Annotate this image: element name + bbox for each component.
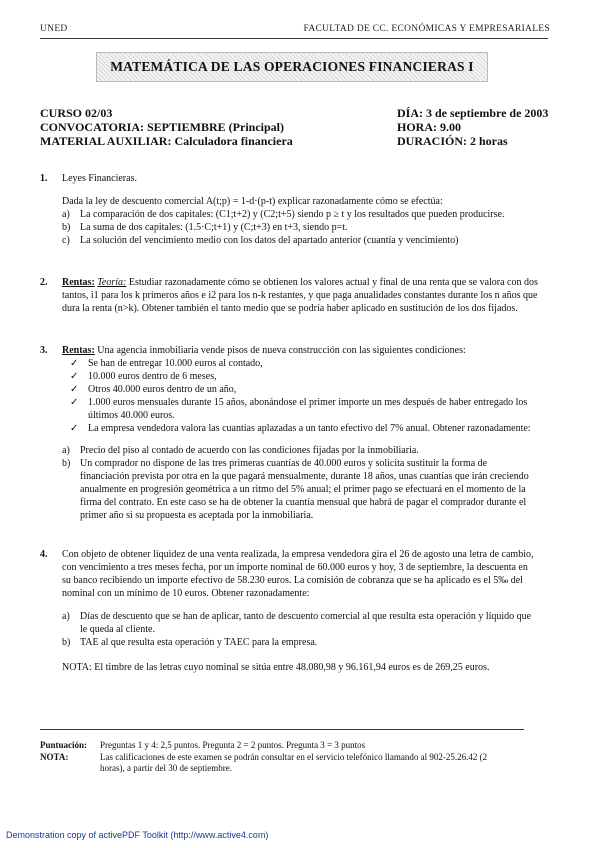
footer-divider xyxy=(40,729,524,730)
page-title: MATEMÁTICA DE LAS OPERACIONES FINANCIERAS I xyxy=(110,59,474,74)
item-text: primer año si su propuesta es aceptada por la inmobiliaria. xyxy=(80,510,314,521)
item-label: b) xyxy=(62,222,71,233)
check-icon: ✓ xyxy=(70,371,79,382)
item-label: a) xyxy=(62,611,70,622)
header-left: UNED xyxy=(40,24,68,34)
question-lead: Rentas: xyxy=(62,277,95,288)
question-lead: Rentas: xyxy=(62,345,95,356)
item-text: Un comprador no dispone de las tres primeras cuantías de 40.000 euros y solicita sustituir la forma de xyxy=(80,458,488,469)
question-text: Con objeto de obtener liquidez de una venta realizada, la empresa vendedora gira el 26 de agosto una letra de cambio, xyxy=(62,549,534,560)
info-call: CONVOCATORIA: SEPTIEMBRE (Principal) xyxy=(40,120,284,134)
question-text: con vencimiento a tres meses fecha, por un importe nominal de 60.000 euros y hoy, 3 de septiembre, la descuenta en xyxy=(62,562,528,573)
question-item xyxy=(62,457,548,522)
item-text: le queda al cliente. xyxy=(80,624,155,635)
info-day: DÍA: 3 de septiembre de 2003 xyxy=(397,106,549,120)
condition-item xyxy=(62,396,548,422)
question-number: 4. xyxy=(40,549,48,560)
question-3 xyxy=(40,344,548,522)
question-title: Leyes Financieras. xyxy=(62,173,137,184)
question-1 xyxy=(40,172,548,247)
item-label: c) xyxy=(62,235,70,246)
question-text: tantos, i1 para los k primeros años e i2 para los n-k restantes, y que paga anualidades constantes durante los n años que xyxy=(62,290,538,301)
question-text: nominal con un mínimo de 10 euros. Obtener razonadamente: xyxy=(62,588,310,599)
item-label: b) xyxy=(62,458,71,469)
footer xyxy=(40,740,560,780)
info-material: MATERIAL AUXILIAR: Calculadora financiera xyxy=(40,134,293,148)
condition-text: La empresa vendedora valora las cuantías aplazadas a un tanto efectivo del 7% anual. Obtener razonadamente: xyxy=(88,423,531,434)
question-number: 2. xyxy=(40,277,48,288)
condition-item xyxy=(62,370,548,383)
info-duration: DURACIÓN: 2 horas xyxy=(397,134,508,148)
demo-watermark: Demonstration copy of activePDF Toolkit (http://www.active4.com) xyxy=(6,830,269,840)
question-intro: Dada la ley de descuento comercial A(t;p) = 1-d·(p-t) explicar razonadamente cómo se efectúa: xyxy=(62,196,443,207)
item-text: Precio del piso al contado de acuerdo con las condiciones fijadas por la inmobiliaria. xyxy=(80,445,419,456)
footer-note-label: NOTA: xyxy=(40,752,69,762)
check-icon: ✓ xyxy=(70,423,79,434)
footer-score-text: Preguntas 1 y 4: 2,5 puntos. Pregunta 2 = 2 puntos. Pregunta 3 = 3 puntos xyxy=(100,740,366,750)
question-text: su banco recibiendo un importe efectivo de 58.230 euros. La comisión de cobranza que se ha aplicado es el 5‰ del xyxy=(62,575,523,586)
condition-text: Otros 40.000 euros dentro de un año, xyxy=(88,384,237,395)
item-text: financiación prevista por otra en la que pagará mensualmente, durante 18 años, unas cuantías que irán creciendo xyxy=(80,471,529,482)
question-item xyxy=(62,234,548,247)
item-label: a) xyxy=(62,209,70,220)
item-label: a) xyxy=(62,445,70,456)
exam-info-left xyxy=(40,106,293,148)
item-text: firma del contrato. En este caso se ha de obtener la cuantía mensual que habrá de pagar el comprador durante el xyxy=(80,497,527,508)
footer-note-line: Las calificaciones de este examen se podrán consultar en el servicio telefónico llamando al 902-25.26.42 (2 xyxy=(100,752,488,762)
check-icon: ✓ xyxy=(70,397,79,408)
item-text: Días de descuento que se han de aplicar, tanto de descuento comercial al que resulta esta operación y líquido que xyxy=(80,611,532,622)
question-lead-theory: Teoría: xyxy=(97,277,127,288)
footer-score-label: Puntuación: xyxy=(40,740,88,750)
exam-info-right xyxy=(397,106,548,148)
condition-item xyxy=(62,383,548,396)
check-icon: ✓ xyxy=(70,358,79,369)
condition-text: Se han de entregar 10.000 euros al contado, xyxy=(88,358,263,369)
condition-text: 10.000 euros dentro de 6 meses, xyxy=(88,371,217,382)
condition-text: 1.000 euros mensuales durante 15 años, abonándose el primer importe un mes después de haber entregado los xyxy=(88,397,528,408)
item-text: anualmente en progresión geométrica a un ritmo del 5% anual; el primer pago se efectuará en el momento de la xyxy=(80,484,526,495)
header-right: FACULTAD DE CC. ECONÓMICAS Y EMPRESARIALES xyxy=(303,24,550,34)
item-text: La suma de dos capitales: (1.5·C;t+1) y (C;t+3) en t+3, siendo p=t. xyxy=(80,222,348,233)
footer-note-text xyxy=(100,752,520,774)
item-text: TAE al que resulta esta operación y TAEC para la empresa. xyxy=(80,637,318,648)
question-item xyxy=(62,444,548,457)
question-number: 3. xyxy=(40,345,48,356)
question-4 xyxy=(40,548,548,674)
condition-item xyxy=(62,357,548,370)
condition-text: últimos 40.000 euros. xyxy=(88,410,175,421)
question-item xyxy=(62,610,548,636)
question-2 xyxy=(40,276,548,315)
info-course: CURSO 02/03 xyxy=(40,106,113,120)
question-note: NOTA: El timbre de las letras cuyo nominal se sitúa entre 48.080,98 y 96.161,94 euros es de 269,25 euros. xyxy=(62,662,490,673)
question-item xyxy=(62,221,548,234)
question-number: 1. xyxy=(40,173,48,184)
question-intro: Una agencia inmobiliaria vende pisos de nueva construcción con las siguientes condiciones: xyxy=(97,345,466,356)
question-text: dura la renta (n>k). Obtener también el tanto medio que se podría haber aplicado en sustitución de los dos fijados. xyxy=(62,303,518,314)
title-banner xyxy=(96,52,488,82)
check-icon: ✓ xyxy=(70,384,79,395)
item-text: La solución del vencimiento medio con los datos del apartado anterior (cuantía y vencimiento) xyxy=(80,235,459,246)
question-text: Estudiar razonadamente cómo se obtienen los valores actual y final de una renta que se valora con dos xyxy=(128,277,538,288)
item-text: La comparación de dos capitales: (C1;t+2) y (C2;t+5) siendo p ≥ t y los resultados que pueden producirse. xyxy=(80,209,505,220)
condition-item xyxy=(62,422,548,435)
info-hour: HORA: 9.00 xyxy=(397,120,461,134)
header-divider xyxy=(40,38,548,39)
question-item xyxy=(62,208,548,221)
question-item xyxy=(62,636,548,649)
item-label: b) xyxy=(62,637,71,648)
footer-note-line: horas), a partir del 30 de septiembre. xyxy=(100,763,232,773)
